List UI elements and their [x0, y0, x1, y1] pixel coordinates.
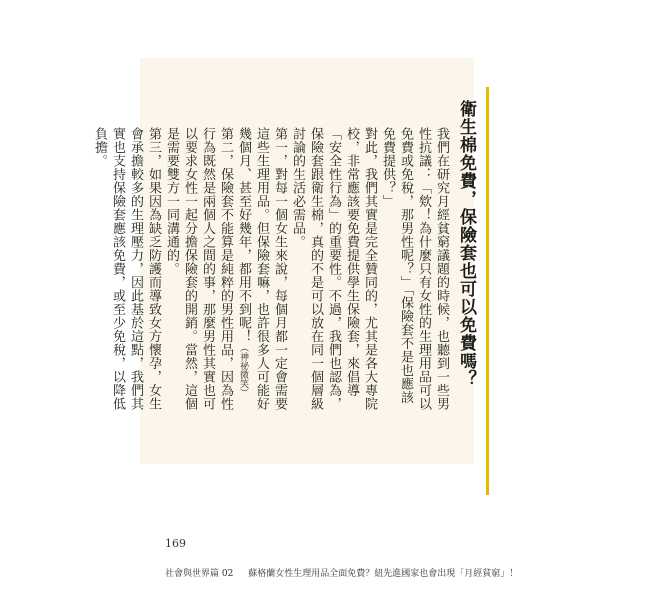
body-text	[92, 127, 450, 417]
paragraph-1: 我們在研究月經貧窮議題的時候，也聽到一些男性抗議：「欸！為什麼只有女性的生理用品可以免費或免稅，那男性呢？」「保險套不是也應該免費提供？」	[380, 127, 449, 411]
footer-chapter: 蘇格蘭女性生理用品全面免費？紐先進國家也會出現「月經貧窮」！	[248, 569, 519, 579]
paragraph-3-note: （神祕微笑）	[238, 343, 248, 397]
page-number: 169	[165, 537, 186, 550]
paragraph-3	[234, 127, 288, 417]
title-accent-bar	[486, 87, 489, 495]
paragraph-4: 第二，保險套不能算是純粹的男性用品，因為性行為既然是兩個人之間的事，那麼男性其實也可以要求女性一起分擔保險套的開銷。當然，這個是需要雙方一同溝通的。	[164, 127, 233, 411]
paragraph-5: 第三，如果因為缺乏防護而導致女方懷孕，女生會承擔較多的生理壓力，因此基於這點，我們其實也支持保險套應該免費，或至少免稅，以降低負擔。	[92, 127, 161, 411]
paragraph-3-text: 第一，對每一個女生來說，每個月都一定會需要這些生理用品。但保險套嘛，也許很多人可能好幾個月、甚至好幾年，都用不到呢！	[236, 127, 287, 411]
section-title: 衛生棉免費，保險套也可以免費嗎？	[456, 100, 476, 388]
footer-series: 社會與世界篇 02	[165, 569, 234, 579]
running-footer	[165, 566, 519, 579]
paragraph-2: 對此，我們其實是完全贊同的，尤其是各大專院校，非常應該要免費提供學生保險套，來倡導「安全性行為」的重要性。不過，我們也認為，保險套跟衛生棉，真的不是可以放在同一個層級討論的生活必需品。	[290, 127, 377, 411]
